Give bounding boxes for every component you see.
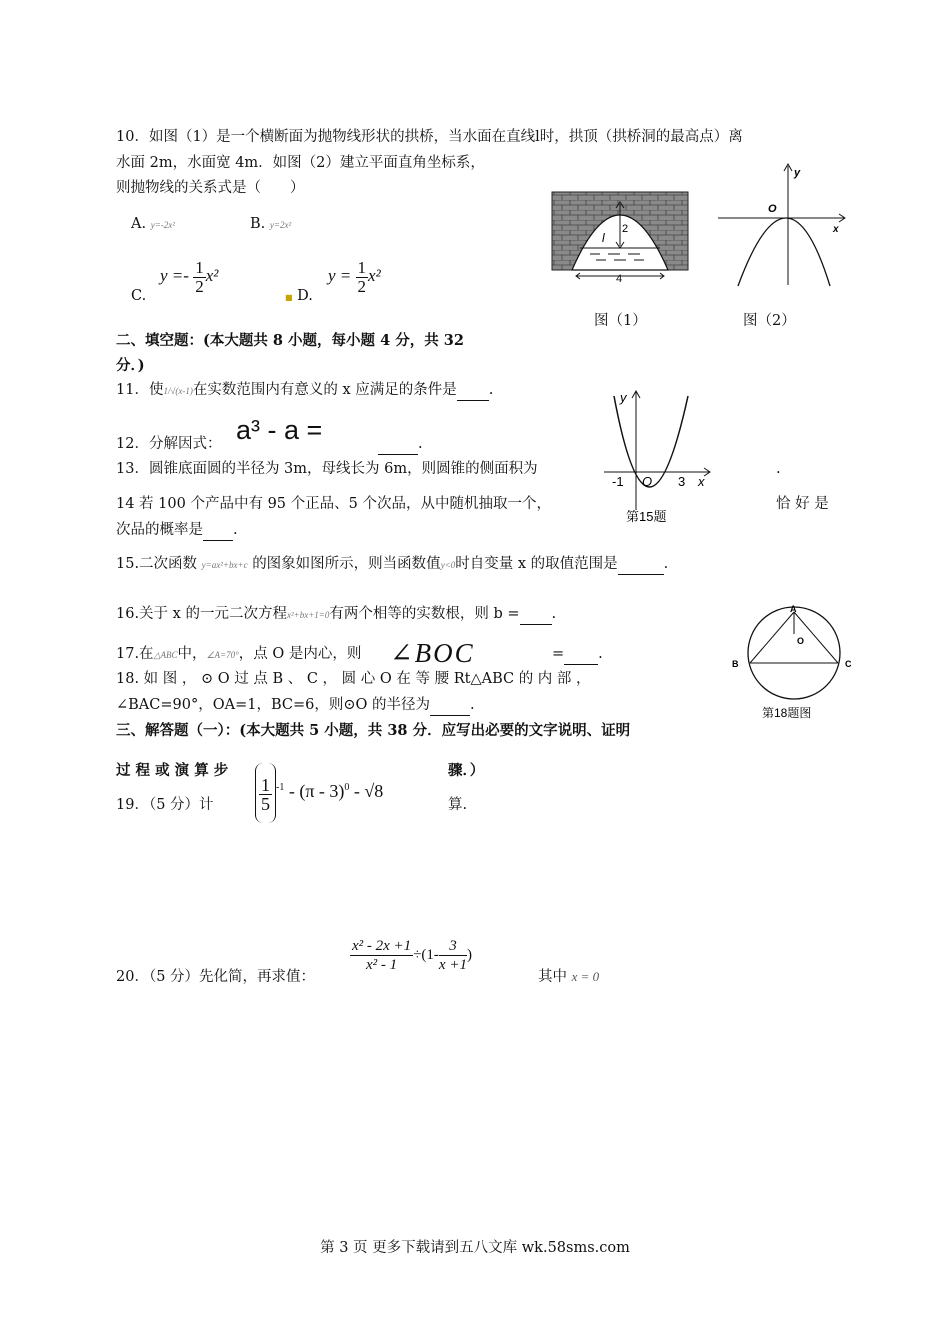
- q18-fig-caption: 第18题图: [762, 706, 812, 720]
- fig1-width-label: 4: [616, 273, 623, 285]
- q10-option-a: A. y=-2x²: [131, 216, 175, 232]
- q18-label-c: C: [845, 659, 852, 669]
- q17-blank: = .: [552, 644, 603, 665]
- q15-fig-y-label: y: [620, 390, 627, 405]
- q18-line2: ∠BAC=90°，OA=1，BC=6，则⊙O 的半径为 .: [116, 695, 475, 716]
- q16: 16.关于 x 的一元二次方程x²+bx+1=0有两个相等的实数根，则 b = .: [116, 604, 556, 625]
- q15-formula: y=ax²+bx+c: [201, 560, 248, 570]
- section3-heading-line1: 三、解答题（一）：(本大题共 5 小题，共 38 分．应写出必要的文字说明、证明: [116, 722, 631, 739]
- q15-fig-origin-label: O: [642, 474, 653, 489]
- fig1-height-label: 2: [622, 223, 629, 235]
- fig2-x-label: x: [833, 224, 839, 235]
- section2-heading-line1: 二、填空题：(本大题共 8 小题，每小题 4 分，共 32: [116, 332, 464, 349]
- q10-option-a-formula: y=-2x²: [150, 220, 175, 230]
- q15: 15.二次函数 y=ax²+bx+c 的图象如图所示，则当函数值y<0时自变量 x 的取值范围是 .: [116, 554, 668, 575]
- q12-expression: a³ - a =: [236, 415, 323, 445]
- q18-line1: 18. 如 图 ， ⊙ O 过 点 B 、 C ， 圆 心 O 在 等 腰 Rt△ABC 的 内 部 ，: [116, 671, 591, 687]
- section3-heading-line2b: 骤．）: [448, 762, 485, 779]
- q17-triangle: △ABC: [153, 650, 178, 660]
- fig1-line-label: l: [602, 231, 605, 245]
- q10-option-b-formula: y=2x²: [269, 220, 292, 230]
- q18-label-o: O: [797, 636, 805, 646]
- q14-line1-end: 恰 好 是: [776, 496, 829, 512]
- q10-line3: 则抛物线的关系式是（ ）: [116, 180, 305, 196]
- fig2-y-label: y: [794, 167, 801, 179]
- q20-expression: $\frac{\text{x² - 2x +1}}{\text{x² - 1}}$ ÷(1- $\frac{3}{x +1}$ ): [352, 938, 472, 974]
- q10-line1: 10．如图（1）是一个横断面为抛物线形状的拱桥，当水面在直线l时，拱顶（拱桥洞的最高点）离: [116, 129, 743, 145]
- q15-figure: [600, 388, 720, 528]
- q11-formula: 1/√(x-1): [163, 386, 193, 396]
- q18-figure: [728, 600, 860, 725]
- q12-blank: .: [378, 434, 423, 455]
- q14-line2: 次品的概率是 .: [116, 520, 238, 541]
- q10-line2: 水面 2m，水面宽 4m．如图（2）建立平面直角坐标系，: [116, 155, 485, 171]
- q10-option-c-label: C.: [131, 288, 147, 304]
- fig2-origin-label: O: [768, 203, 777, 215]
- q10-option-d-label: ■ D.: [285, 288, 313, 304]
- q10-figure2-parabola: [712, 160, 852, 290]
- q10-option-d-formula: y = $\frac{1}{2}$ x²: [328, 257, 381, 296]
- section3-heading-line2a: 过 程 或 演 算 步: [116, 762, 229, 779]
- q18-label-b: B: [732, 659, 739, 669]
- q18-label-a: A: [790, 604, 797, 614]
- q19-label: 19．（5 分）计: [116, 797, 214, 813]
- q17: 17.在△ABC中，∠A=70°，点 O 是内心，则: [116, 646, 362, 662]
- fig1-caption: 图（1）: [594, 313, 647, 329]
- q17-angle-a: ∠A=70°: [206, 650, 239, 660]
- q15-fig-3-label: 3: [678, 474, 686, 489]
- q15-fig-x-label: x: [698, 474, 705, 489]
- q16-formula: x²+bx+1=0: [286, 610, 330, 620]
- q15-fig-caption: 第15题: [626, 509, 667, 524]
- q10-figure1-bridge: [550, 190, 690, 285]
- fig2-caption: 图（2）: [743, 313, 796, 329]
- q11: 11．使1/√(x-1)在实数范围内有意义的 x 应满足的条件是 .: [116, 380, 493, 401]
- q20-label: 20．（5 分）先化简，再求值：: [116, 969, 316, 985]
- q10-option-c-formula: y =- $\frac{1}{2}$ x²: [160, 257, 219, 296]
- q15-fig-minus1-label: -1: [612, 474, 624, 489]
- q15-formula2: y<0: [440, 560, 456, 570]
- q20-condition: 其中 x = 0: [538, 969, 600, 985]
- q13-end: .: [776, 461, 781, 477]
- q17-angle-boc: ∠BOC: [390, 638, 475, 668]
- q19-suffix: 算.: [448, 797, 468, 813]
- q14-line1: 14 若 100 个产品中有 95 个正品、5 个次品，从中随机抽取一个，: [116, 496, 551, 512]
- page-footer: 第 3 页 更多下载请到五八文库 wk.58sms.com: [320, 1240, 630, 1256]
- q13: 13．圆锥底面圆的半径为 3m，母线长为 6m，则圆锥的侧面积为: [116, 461, 538, 477]
- q12-label: 12．分解因式：: [116, 436, 222, 452]
- q19-expression: $\frac{1}{5}$ $^{-1}$ - (π - 3)$^0$ - √8: [255, 758, 383, 823]
- q10-option-b: B. y=2x²: [250, 216, 292, 232]
- section2-heading-line2: 分．): [116, 357, 145, 374]
